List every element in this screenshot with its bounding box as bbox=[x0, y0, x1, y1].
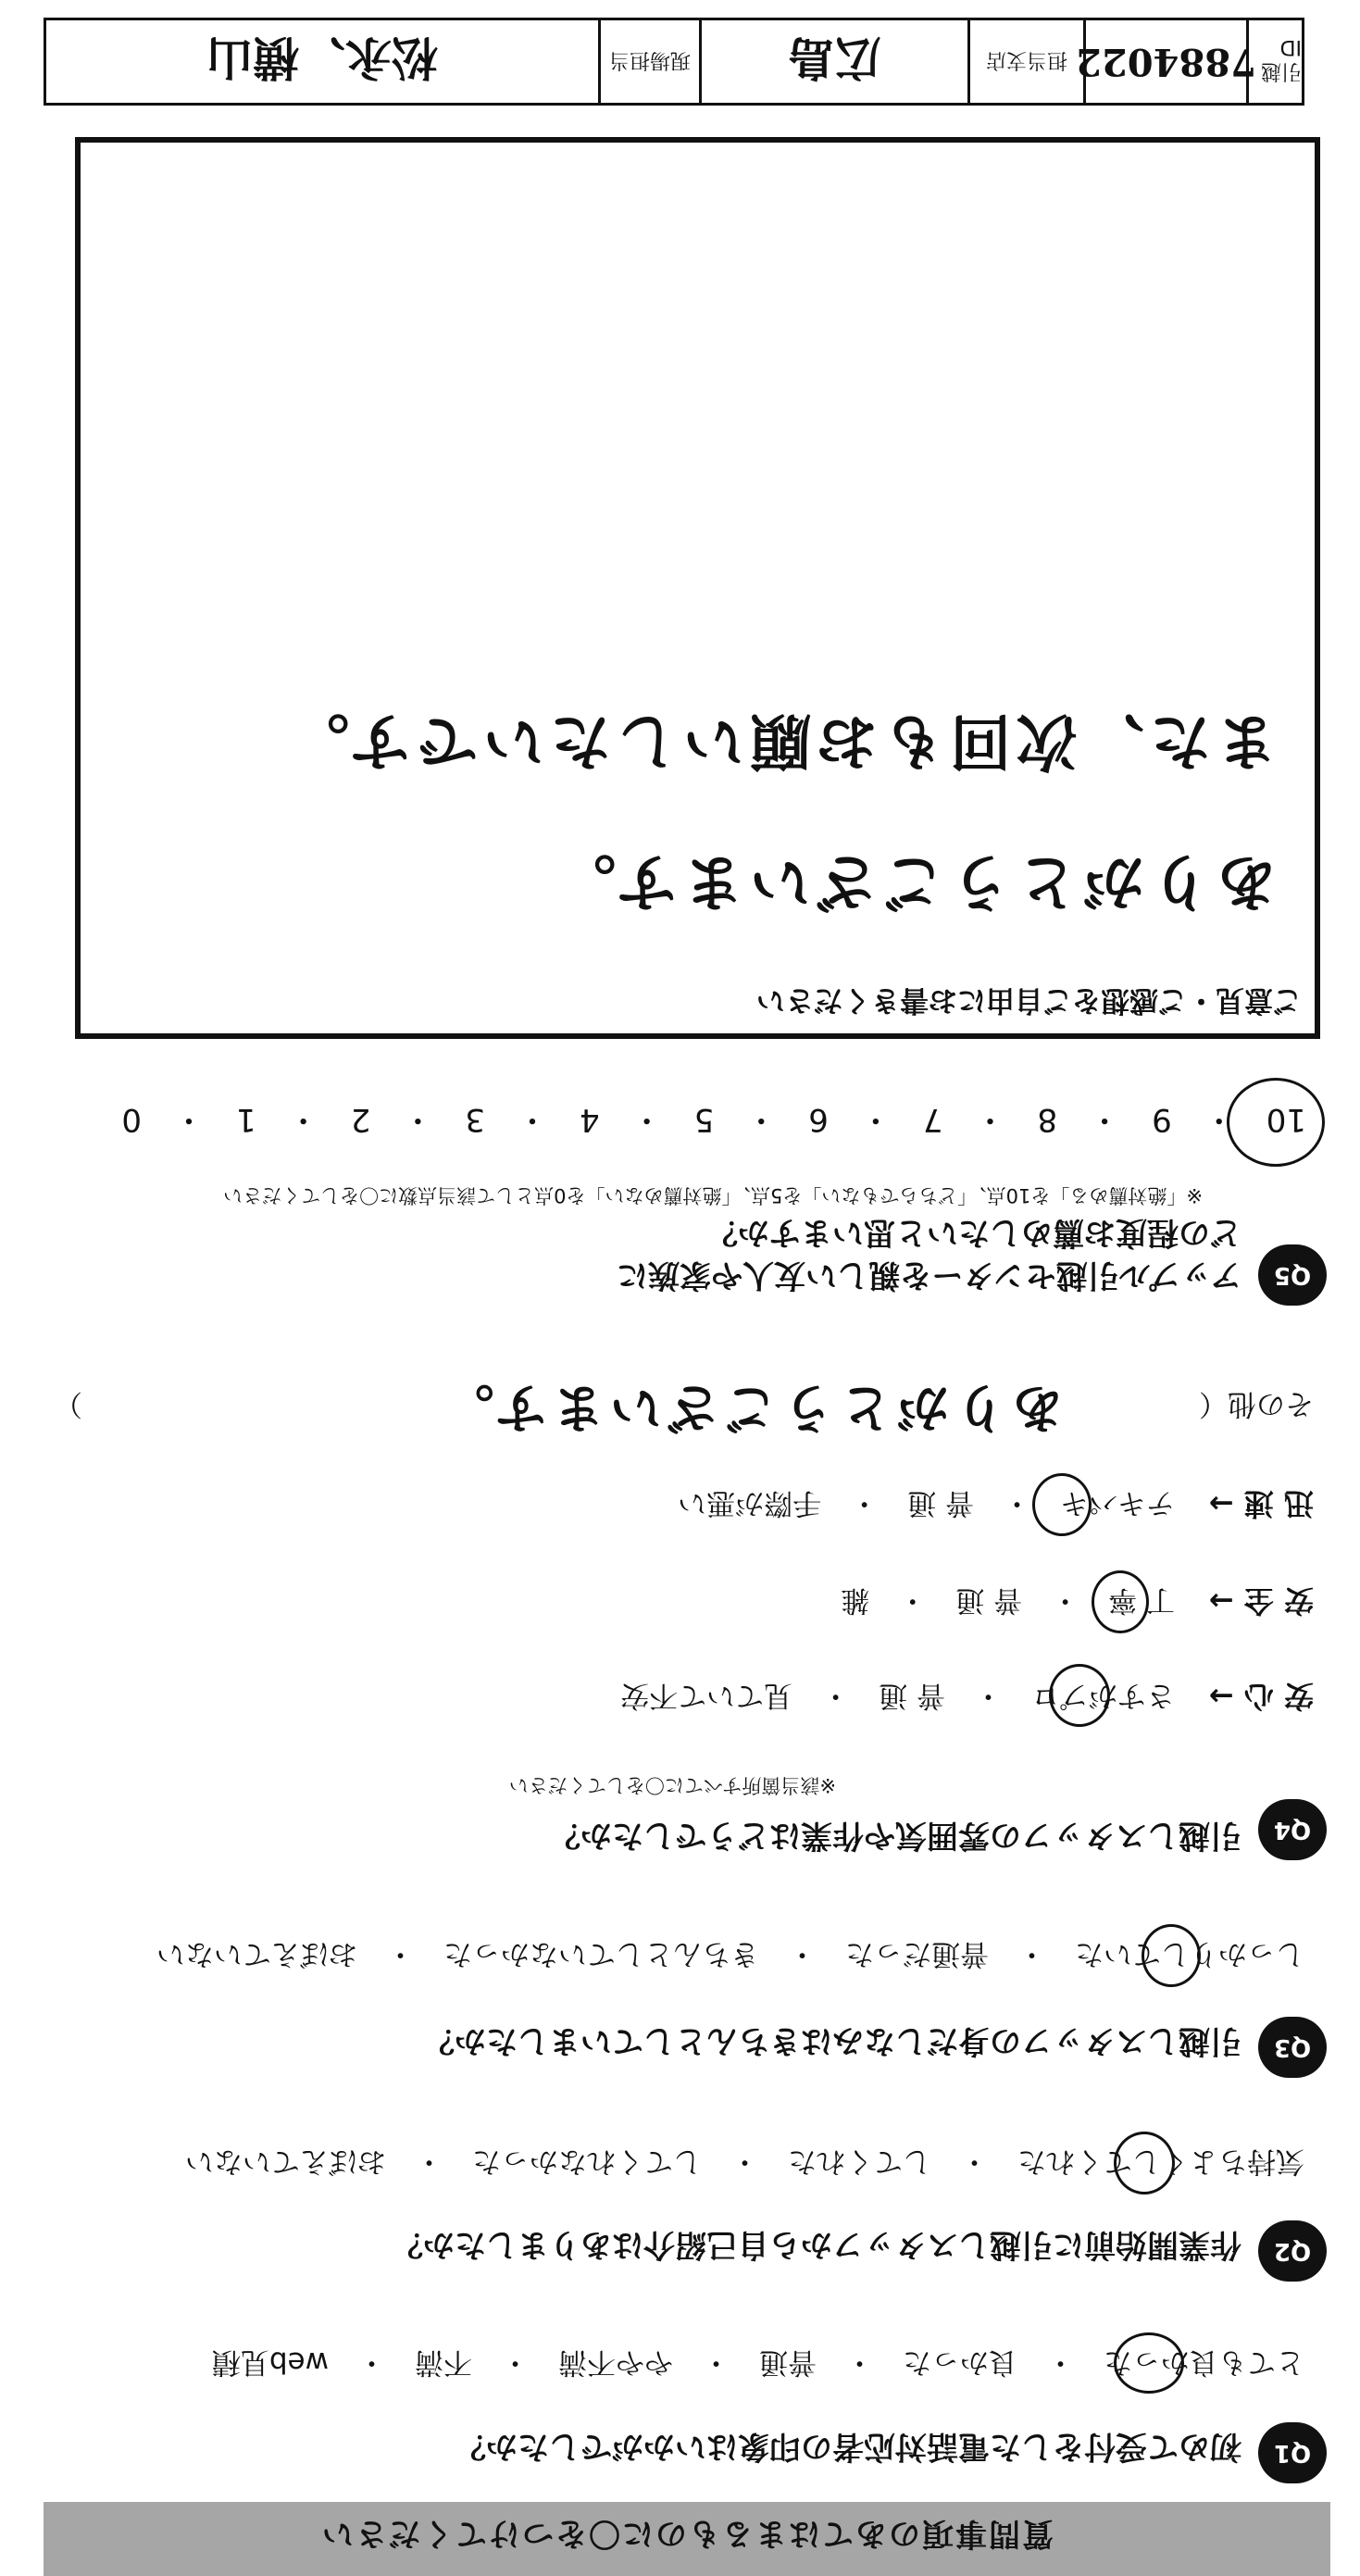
branch-label: 担当支店 bbox=[986, 48, 1068, 71]
q5-badge: Q5 bbox=[1258, 1244, 1327, 1306]
leader-value-cell bbox=[46, 20, 598, 103]
q4-badge: Q4 bbox=[1258, 1799, 1327, 1860]
q4-row-anshin-label: 安 心 → bbox=[1208, 1679, 1314, 1714]
branch-value-cell bbox=[699, 20, 967, 103]
comment-line-2: また、次回もお願いしたいです。 bbox=[282, 706, 1278, 778]
banner-text: 質問事項のあてはまるものに〇をつけてください bbox=[320, 2515, 1054, 2552]
q1-answer-circle bbox=[1114, 2332, 1184, 2394]
q1-options: とても良かった ・ 良かった ・ 普通 ・ やや不満 ・ 不満 ・ web見積 bbox=[211, 2345, 1304, 2379]
q2-question: 作業開始前に引越しスタッフから自己紹介はありましたか？ bbox=[392, 2226, 1241, 2263]
q4-anzen-circle bbox=[1092, 1570, 1149, 1633]
q4-row-jinsoku-options: テキパキ ・ 普 通 ・ 手際が悪い bbox=[678, 1486, 1175, 1519]
q2-options: 気持ちよくしてくれた ・ してくれた ・ してくれなかった ・ おぼえていない bbox=[185, 2145, 1304, 2178]
q4-row-anzen-options: 丁 寧 ・ 普 通 ・ 雑 bbox=[841, 1583, 1175, 1617]
q4-jinsoku-circle bbox=[1032, 1473, 1092, 1536]
leader-value: 松永、横山 bbox=[206, 31, 438, 86]
q3-answer-circle bbox=[1142, 1924, 1201, 1987]
q2-badge: Q2 bbox=[1258, 2220, 1327, 2282]
branch-label-cell bbox=[967, 20, 1083, 103]
q3-options: しっかりしていた ・ 普通だった ・ きちんとしていなかった ・ おぼえていない bbox=[156, 1937, 1304, 1970]
q1-badge: Q1 bbox=[1258, 2422, 1327, 2483]
comment-prompt: ご意見・ご感想をご自由にお書きください bbox=[756, 983, 1302, 1017]
id-value-cell bbox=[1076, 20, 1256, 103]
q5-note: ※「絶対薦める」を10点、「どちらでもない」を5点、「絶対薦めない」を0点として該当点数に〇をしてください bbox=[223, 1184, 1203, 1207]
q4-other-answer: ありがとうございます。 bbox=[436, 1377, 1064, 1438]
q5-scale: 10 ・ 9 ・ 8 ・ 7 ・ 6 ・ 5 ・ 4 ・ 3 ・ 2 ・ 1 ・ 0 bbox=[121, 1101, 1306, 1138]
info-table bbox=[44, 18, 1304, 106]
leader-label-cell bbox=[598, 20, 699, 103]
q5-answer-circle bbox=[1227, 1078, 1325, 1167]
q5-question-line2: どの程度お薦めしたいと思いますか？ bbox=[706, 1214, 1241, 1251]
branch-value: 広島 bbox=[788, 31, 881, 86]
q1-question: 初めて受付をした電話対応者の印象はいかがでしたか？ bbox=[455, 2428, 1241, 2465]
q4-row-anshin-options: さすがプロ ・ 普 通 ・ 見ていて不安 bbox=[620, 1679, 1175, 1712]
q4-other-label: その他（ bbox=[1199, 1387, 1314, 1420]
comment-line-1: ありがとうございます。 bbox=[549, 846, 1278, 919]
leader-label: 現場担当 bbox=[609, 48, 692, 71]
q2-answer-circle bbox=[1114, 2132, 1175, 2195]
q4-question: 引越しスタッフの雰囲気や作業はどうでしたか？ bbox=[549, 1817, 1241, 1854]
id-label: 引越ID bbox=[1260, 35, 1302, 83]
id-value: 7884022 bbox=[1076, 40, 1256, 83]
q3-badge: Q3 bbox=[1258, 2017, 1327, 2078]
q4-anshin-circle bbox=[1049, 1664, 1110, 1727]
q4-row-anzen-label: 安 全 → bbox=[1208, 1583, 1314, 1619]
q3-question: 引越しスタッフの身だしなみはきちんとしていましたか？ bbox=[423, 2022, 1241, 2059]
q4-note: ※該当箇所すべてに〇をしてください bbox=[508, 1774, 836, 1796]
comment-box bbox=[75, 137, 1320, 1039]
instructions-banner bbox=[44, 2502, 1330, 2576]
q4-row-jinsoku-label: 迅 速 → bbox=[1208, 1486, 1314, 1521]
q4-other-close: ） bbox=[54, 1387, 82, 1420]
q5-question-line1: アップル引越センターを親しい友人や家族に bbox=[617, 1257, 1241, 1294]
